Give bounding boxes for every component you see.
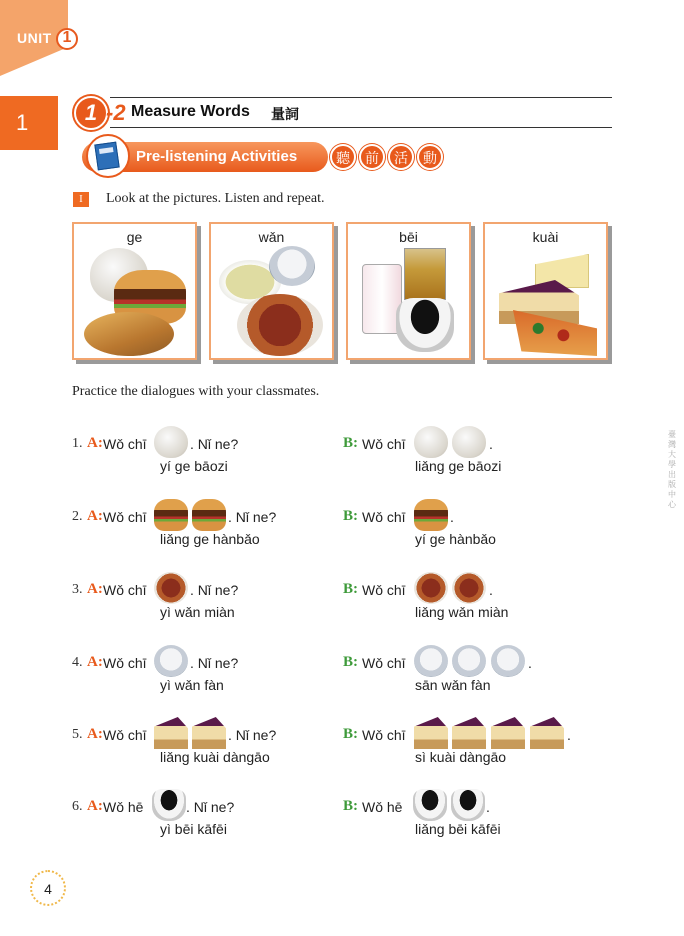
speaker-a-after: . Nǐ ne? (228, 509, 277, 525)
speaker-a-after: . Nǐ ne? (228, 727, 277, 743)
pre-listening-zh-1: 聽 (330, 144, 356, 170)
card-kuai (483, 222, 608, 360)
card-wan (209, 222, 334, 360)
speaker-a-label: A: (87, 581, 103, 597)
speaker-b-after: . (567, 727, 571, 743)
section-badge-number: 1 (84, 100, 98, 125)
cake-icon (491, 717, 525, 749)
dialogue-row-6 (0, 793, 684, 853)
dialogue-number: 6. (72, 799, 83, 814)
burger-icon (192, 499, 226, 531)
speaker-a-text: Wǒ chī (103, 727, 147, 743)
section-badge-sub: -2 (106, 100, 126, 125)
dialogue-row-4 (0, 649, 684, 709)
card-label: bēi (399, 229, 418, 245)
noodle-bowl-icon (154, 572, 188, 604)
speaker-a-text: Wǒ chī (103, 436, 147, 452)
unit-number-badge (56, 28, 78, 50)
speaker-b-label: B: (343, 508, 358, 524)
book-icon (94, 142, 119, 171)
rice-bowl-icon (452, 645, 486, 677)
dialogue-number: 5. (72, 727, 83, 742)
speaker-b-label: B: (343, 798, 358, 814)
coffee-cup-icon (413, 789, 447, 821)
juice-glass-icon (404, 248, 446, 300)
pre-listening-zh-4: 動 (417, 144, 443, 170)
speaker-a-after: . Nǐ ne? (190, 655, 239, 671)
speaker-b-pinyin: liǎng bēi kāfēi (415, 821, 501, 837)
cake-icon (452, 717, 486, 749)
lesson-tab-number: 1 (16, 110, 29, 135)
rice-bowl-icon (269, 246, 315, 286)
page-number-badge (30, 870, 66, 906)
speaker-a-pinyin: liǎng ge hànbǎo (160, 531, 260, 547)
speaker-b-pinyin: liǎng ge bāozi (415, 458, 502, 474)
step-number: I (73, 192, 89, 207)
side-watermark: 臺灣大學出版中心 (668, 430, 676, 509)
unit-number: 1 (62, 29, 72, 46)
speaker-b-text: Wǒ chī (362, 582, 406, 598)
speaker-a-label: A: (87, 508, 103, 524)
dialogue-row-3 (0, 576, 684, 636)
speaker-a-pinyin: liǎng kuài dàngāo (160, 749, 270, 765)
header-rule-top (110, 97, 612, 98)
rice-bowl-icon (414, 645, 448, 677)
speaker-a-pinyin: yì wǎn miàn (160, 604, 235, 620)
dialogue-number: 4. (72, 655, 83, 670)
speaker-a-text: Wǒ chī (103, 655, 147, 671)
pre-listening-label: Pre-listening Activities (136, 148, 298, 165)
speaker-b-label: B: (343, 435, 358, 451)
noodle-bowl-icon (452, 572, 486, 604)
speaker-a-label: A: (87, 798, 103, 814)
rice-bowl-icon (491, 645, 525, 677)
noodle-bowl-icon (237, 294, 323, 356)
section-title: Measure Words (131, 103, 250, 120)
speaker-b-text: Wǒ chī (362, 727, 406, 743)
speaker-b-after: . (489, 582, 493, 598)
page-number: 4 (44, 881, 52, 897)
dialogue-row-2 (0, 503, 684, 563)
practice-instruction: Practice the dialogues with your classmates. (72, 384, 320, 399)
card-label: kuài (532, 229, 559, 245)
coffee-cup-icon (396, 298, 454, 352)
speaker-b-pinyin: yí ge hànbǎo (415, 531, 496, 547)
lesson-tab (0, 96, 58, 150)
speaker-a-pinyin: yí ge bāozi (160, 458, 228, 474)
speaker-b-label: B: (343, 726, 358, 742)
speaker-a-text: Wǒ chī (103, 509, 147, 525)
speaker-a-text: Wǒ hē (103, 799, 144, 815)
dialogue-row-5 (0, 721, 684, 781)
header-rule-bottom (110, 127, 612, 128)
speaker-b-after: . (450, 509, 454, 525)
coffee-cup-icon (152, 789, 186, 821)
bun-icon (414, 426, 448, 458)
bread-icon (84, 312, 174, 356)
speaker-a-after: . Nǐ ne? (186, 799, 235, 815)
dialogue-row-1 (0, 430, 684, 490)
step-instruction: Look at the pictures. Listen and repeat. (106, 191, 325, 206)
card-bei (346, 222, 471, 360)
card-ge (72, 222, 197, 360)
bun-icon (452, 426, 486, 458)
dialogue-number: 1. (72, 436, 83, 451)
bun-icon (154, 426, 188, 458)
pre-listening-zh-2: 前 (359, 144, 385, 170)
speaker-a-after: . Nǐ ne? (190, 436, 239, 452)
speaker-b-text: Wǒ chī (362, 655, 406, 671)
speaker-b-label: B: (343, 581, 358, 597)
burger-icon (414, 499, 448, 531)
burger-icon (154, 499, 188, 531)
speaker-a-pinyin: yì bēi kāfēi (160, 821, 227, 837)
speaker-b-text: Wǒ chī (362, 509, 406, 525)
speaker-b-text: Wǒ hē (362, 799, 403, 815)
card-label: ge (126, 229, 143, 245)
rice-bowl-icon (154, 645, 188, 677)
section-title-zh: 量詞 (271, 106, 299, 122)
speaker-a-after: . Nǐ ne? (190, 582, 239, 598)
cake-icon (414, 717, 448, 749)
pre-listening-zh-3: 活 (388, 144, 414, 170)
speaker-a-label: A: (87, 654, 103, 670)
speaker-b-label: B: (343, 654, 358, 670)
unit-label: UNIT (17, 30, 52, 46)
cake-icon (154, 717, 188, 749)
coffee-cup-icon (451, 789, 485, 821)
speaker-b-after: . (528, 655, 532, 671)
speaker-b-text: Wǒ chī (362, 436, 406, 452)
noodle-bowl-icon (414, 572, 448, 604)
dialogue-number: 2. (72, 509, 83, 524)
dialogue-number: 3. (72, 582, 83, 597)
speaker-b-after: . (486, 799, 490, 815)
speaker-a-pinyin: yì wǎn fàn (160, 677, 224, 693)
speaker-a-text: Wǒ chī (103, 582, 147, 598)
speaker-a-label: A: (87, 726, 103, 742)
speaker-b-pinyin: sì kuài dàngāo (415, 749, 507, 765)
speaker-a-label: A: (87, 435, 103, 451)
speaker-b-pinyin: sān wǎn fàn (415, 677, 491, 693)
card-label: wǎn (258, 229, 285, 245)
speaker-b-pinyin: liǎng wǎn miàn (415, 604, 509, 620)
cake-icon (530, 717, 564, 749)
speaker-b-after: . (489, 436, 493, 452)
section-badge (74, 96, 108, 130)
cake-icon (192, 717, 226, 749)
